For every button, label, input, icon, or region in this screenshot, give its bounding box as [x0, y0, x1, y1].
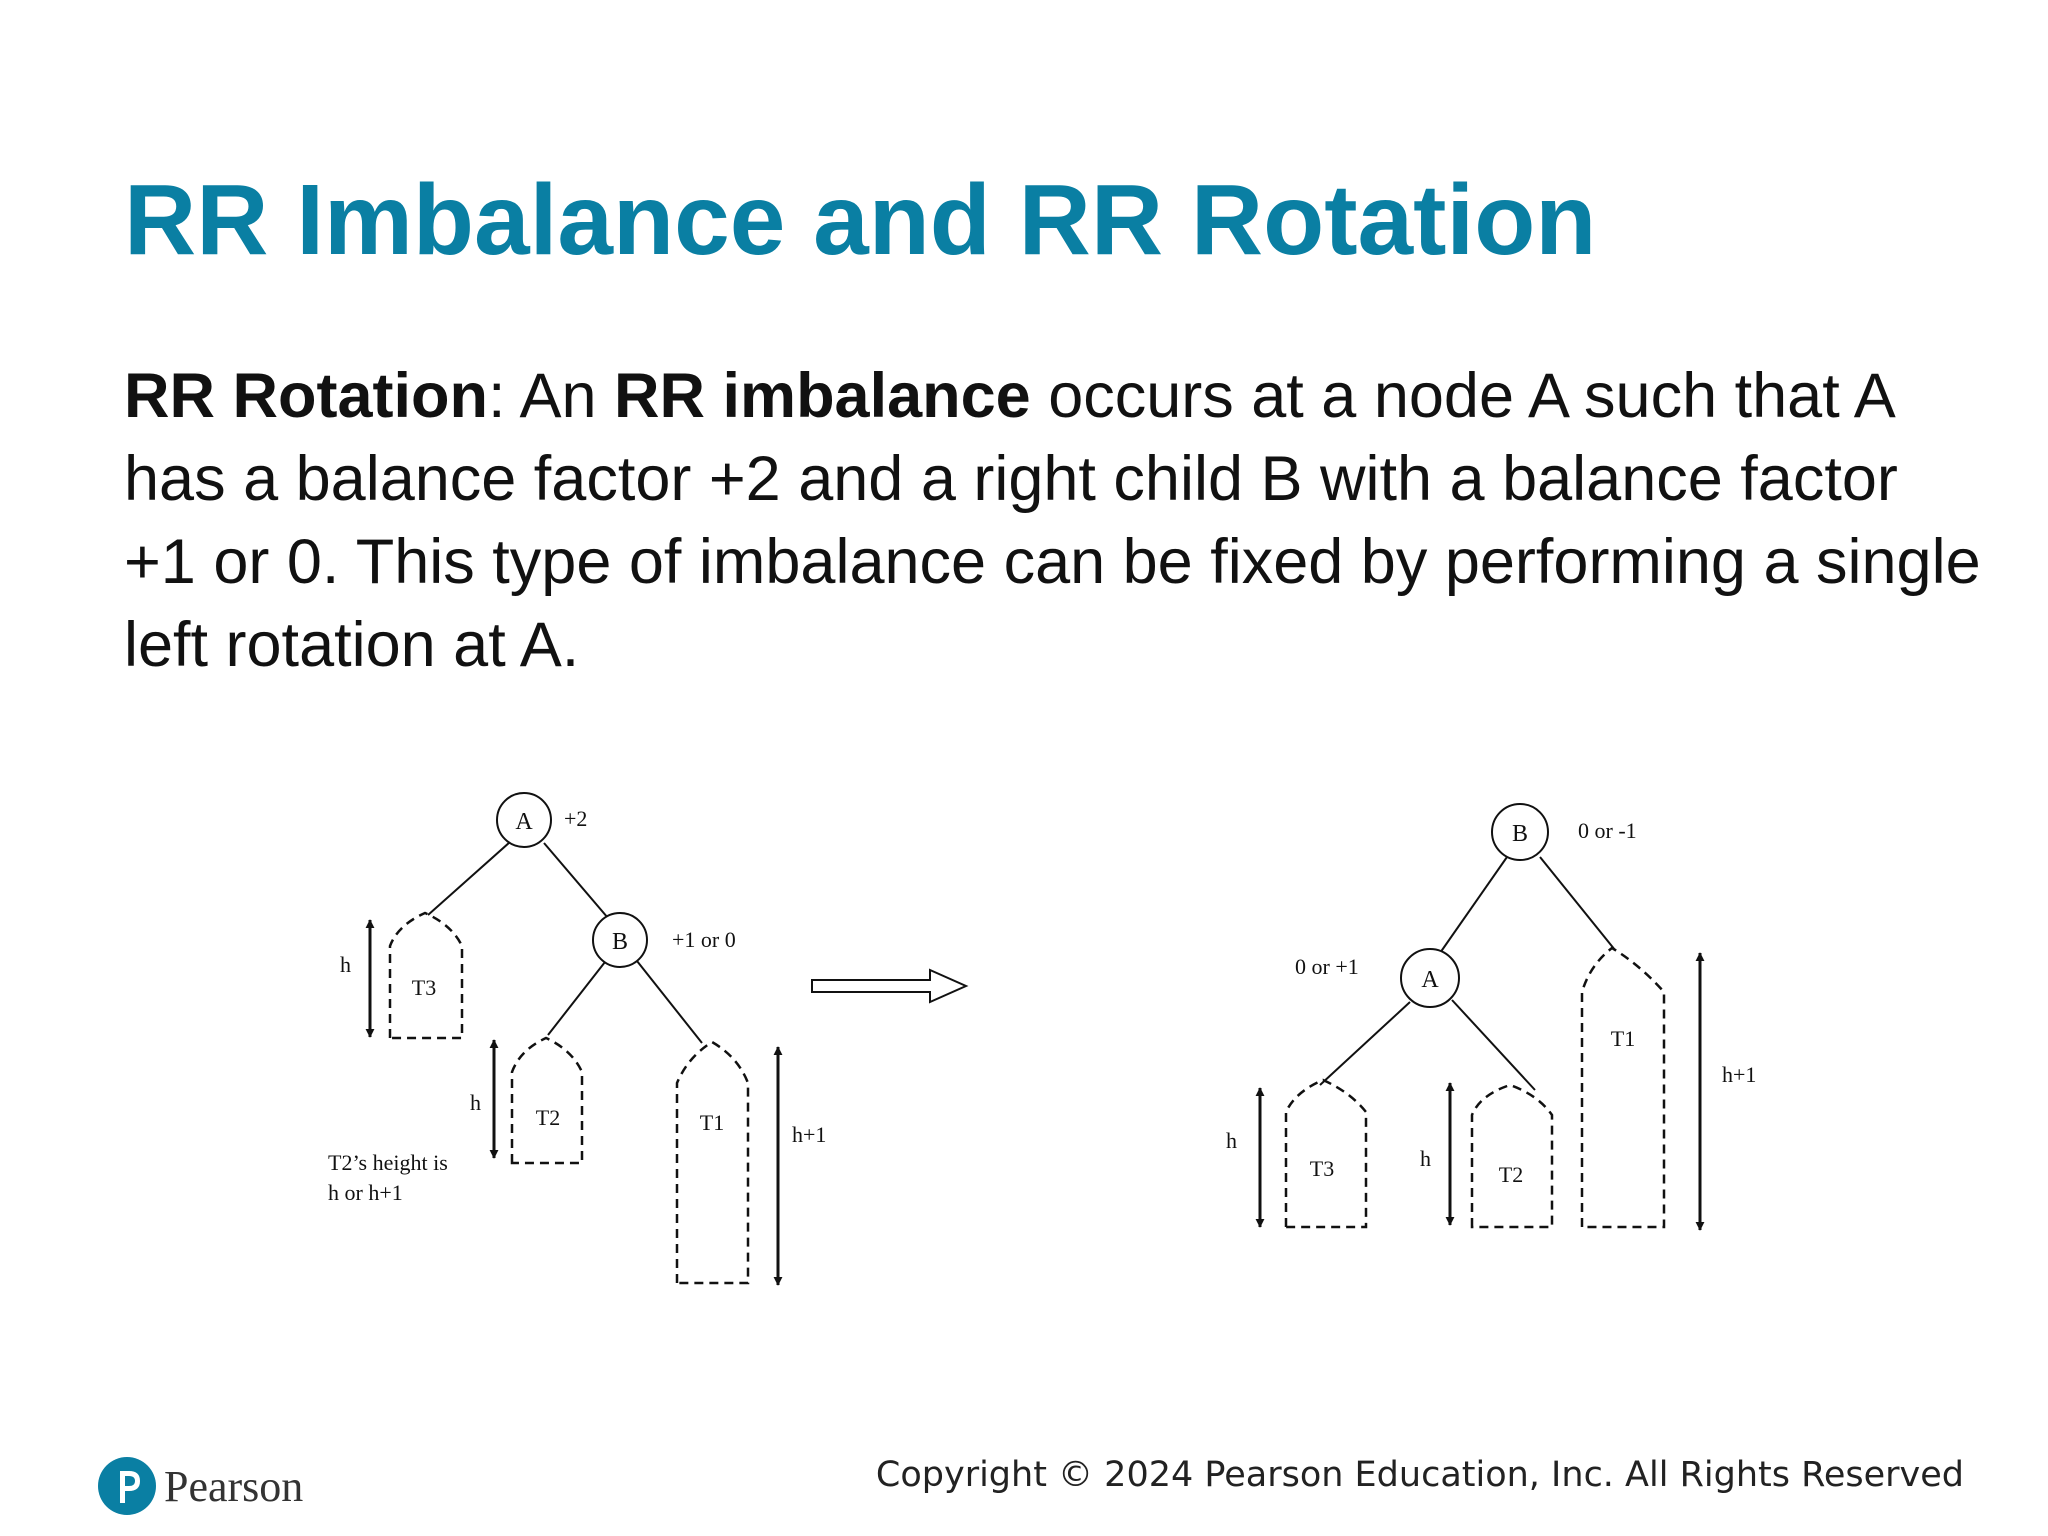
subtree-t3: [1286, 1080, 1366, 1227]
subtree-t1-label: T1: [1610, 1026, 1636, 1051]
before-tree: [328, 793, 826, 1285]
subtree-t1: [1582, 948, 1664, 1227]
subtree-t2: [512, 1038, 582, 1163]
node-a-balance-factor: 0 or +1: [1295, 954, 1359, 979]
pearson-logo: [98, 1450, 303, 1522]
node-b-balance-factor: +1 or 0: [672, 927, 736, 952]
t2-height-note-line2: h or h+1: [328, 1180, 403, 1205]
height-t3-label: h: [1226, 1128, 1237, 1153]
transform-arrow: [812, 970, 966, 1002]
term-rr-rotation: RR Rotation: [124, 361, 488, 431]
edge-a-b: [544, 843, 608, 918]
pearson-logo-word: Pearson: [164, 1461, 304, 1511]
subtree-t2-label: T2: [535, 1105, 561, 1130]
node-b-balance-factor: 0 or -1: [1578, 818, 1637, 843]
height-t2-label: h: [1420, 1146, 1431, 1171]
node-a-balance-factor: +2: [564, 806, 588, 831]
height-t3-label: h: [340, 952, 351, 977]
edge-b-t1: [1540, 857, 1615, 950]
definition-paragraph: RR Rotation: An RR imbalance occurs at a node A such that A has a balance factor +2 and a right child B with a balance factor +1 or 0. This type of imbalance can be fixed by performing a single left rotation at A.: [124, 361, 1981, 680]
edge-b-t1: [637, 961, 702, 1043]
node-b-label: B: [1511, 821, 1529, 847]
node-b-label: B: [611, 929, 629, 955]
subtree-t3-label: T3: [1309, 1156, 1335, 1181]
edge-a-t3: [428, 842, 510, 915]
pearson-logo-mark: [98, 1457, 156, 1515]
edge-b-t2: [548, 962, 605, 1035]
subtree-t1: [677, 1042, 748, 1283]
subtree-t2-label: T2: [1498, 1162, 1524, 1187]
copyright-notice: Copyright © 2024 Pearson Education, Inc. All Rights Reserved: [875, 1455, 1964, 1495]
height-t1-label: h+1: [1722, 1062, 1757, 1087]
edge-a-t2: [1452, 1000, 1535, 1090]
after-tree: [1226, 804, 1756, 1230]
node-a-label: A: [1421, 967, 1439, 993]
node-a-label: A: [515, 809, 533, 835]
edge-b-a: [1440, 857, 1507, 953]
subtree-t1-label: T1: [699, 1110, 725, 1135]
term-rr-imbalance: RR imbalance: [614, 361, 1031, 431]
edge-a-t3: [1320, 1002, 1410, 1085]
subtree-t3-label: T3: [411, 975, 437, 1000]
height-t2-label: h: [470, 1090, 481, 1115]
t2-height-note-line1: T2’s height is: [328, 1150, 448, 1175]
slide-title: RR Imbalance and RR Rotation: [124, 164, 1597, 276]
height-t1-label: h+1: [792, 1122, 827, 1147]
subtree-t2: [1472, 1085, 1552, 1227]
